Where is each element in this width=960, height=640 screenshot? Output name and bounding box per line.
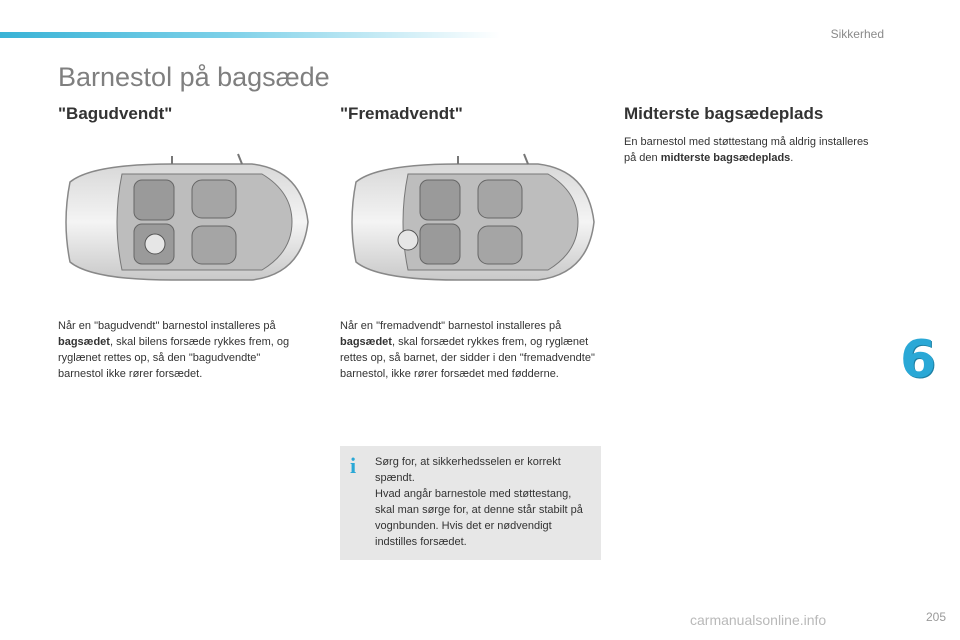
rear-facing-text: Når en "bagudvendt" barnestol installeres på bagsædet, skal bilens forsæde rykkes frem, og ryglænet rettes op, så den "bagudvendte" barnestol ikke rører forsædet. xyxy=(58,320,290,380)
watermark: carmanualsonline.info xyxy=(690,612,827,628)
heading-rear-facing: "Bagudvendt" xyxy=(58,104,173,123)
info-box xyxy=(340,446,601,560)
middle-seat-text: En barnestol med støttestang må aldrig installeres på den midterste bagsædeplads. xyxy=(624,136,869,164)
chapter-number: 6 xyxy=(900,330,937,390)
forward-facing-text: Når en "fremadvendt" barnestol installeres på bagsædet, skal forsædet rykkes frem, og ryglænet rettes op, så barnet, der sidder i den "fremadvendte" barnestol, ikke rører forsædet med fødderne. xyxy=(340,320,595,380)
car-illustration-rear-facing xyxy=(52,152,314,292)
info-text: Sørg for, at sikkerhedsselen er korrekt spændt. Hvad angår barnestole med støttestang, skal man sørge for, at denne står stabilt på vognbunden. Hvis det er nødvendigt indstilles forsædet. xyxy=(375,456,583,548)
info-icon: i xyxy=(350,453,357,478)
heading-forward-facing: "Fremadvendt" xyxy=(340,104,463,123)
page-title: Barnestol på bagsæde xyxy=(58,62,330,92)
car-illustration-forward-facing xyxy=(338,152,600,292)
section-label: Sikkerhed xyxy=(830,27,884,41)
heading-middle-seat: Midterste bagsædeplads xyxy=(624,104,824,123)
page-number: 205 xyxy=(925,610,946,624)
header-accent-bar xyxy=(0,32,500,38)
